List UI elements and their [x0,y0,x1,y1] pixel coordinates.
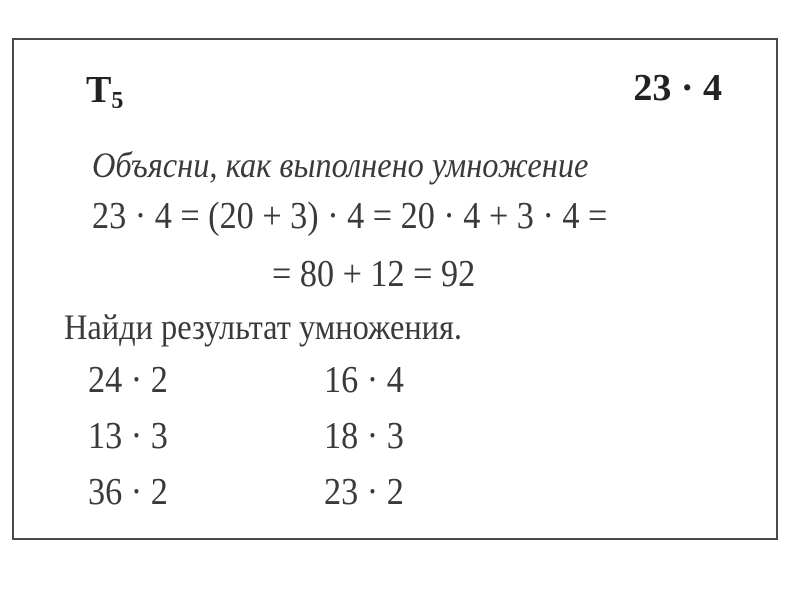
explanation-instruction: Объясни, как выполнено умножение [92,145,589,185]
example-line-1: 23 · 4 = (20 + 3) · 4 = 20 · 4 + 3 · 4 = [92,195,608,237]
task-card [12,38,778,540]
task-item: 24 · 2 [88,359,168,401]
card-label-number: 5 [111,88,124,114]
task-item: 23 · 2 [324,471,404,513]
task-item: 13 · 3 [88,415,168,457]
card-label [86,68,123,115]
task-item: 16 · 4 [324,359,404,401]
example-line-2: = 80 + 12 = 92 [272,253,476,295]
task-item: 18 · 3 [324,415,404,457]
task-instruction: Найди результат умножения. [64,307,463,347]
card-label-letter: Т [86,69,112,111]
card-topic: 23 · 4 [633,67,722,109]
task-item: 36 · 2 [88,471,168,513]
